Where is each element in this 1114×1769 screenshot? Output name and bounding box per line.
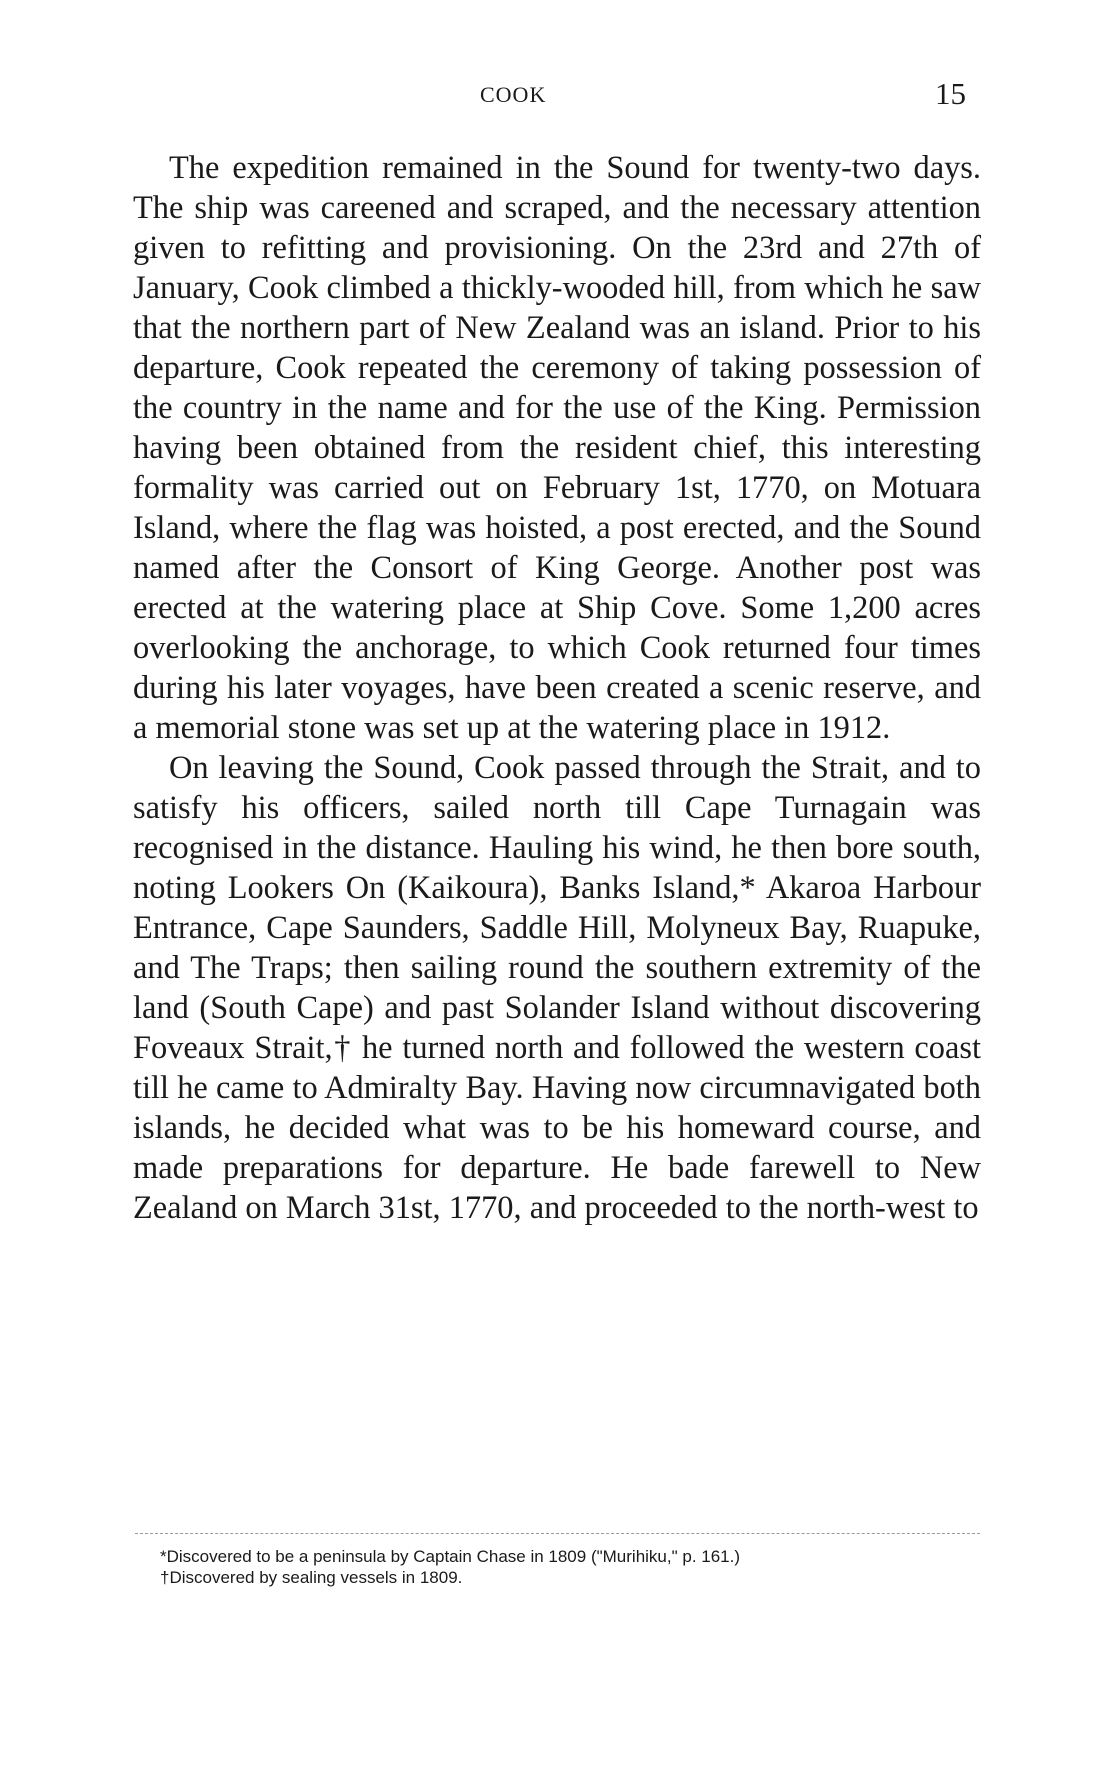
- footnote-rule: [135, 1533, 980, 1534]
- paragraph-2: On leaving the Sound, Cook passed through the Strait, and to satisfy his officers, sailed north till Cape Turnagain was recognised in the distance. Hauling his wind, he then bore south, noting Lookers On (Kaikoura), Banks Island,* Akaroa Harbour Entrance, Cape Saunders, Saddle Hill, Molyneux Bay, Ruapuke, and The Traps; then sailing round the southern extremity of the land (South Cape) and past Solander Island without discovering Foveaux Strait,† he turned north and followed the western coast till he came to Admiralty Bay. Having now circumnavigated both islands, he decided what was to be his homeward course, and made preparations for departure. He bade farewell to New Zealand on March 31st, 1770, and proceeded to the north-west to: [133, 750, 981, 1226]
- body-text: [133, 148, 981, 1228]
- footnote-2: †Discovered by sealing vessels in 1809.: [160, 1568, 463, 1587]
- paragraph-1: The expedition remained in the Sound for twenty-two days. The ship was careened and scraped, and the necessary attention given to refitting and provisioning. On the 23rd and 27th of January, Cook climbed a thickly-wooded hill, from which he saw that the northern part of New Zealand was an island. Prior to his departure, Cook repeated the ceremony of taking possession of the country in the name and for the use of the King. Permission having been obtained from the resident chief, this interesting formality was carried out on February 1st, 1770, on Motuara Island, where the flag was hoisted, a post erected, and the Sound named after the Consort of King George. Another post was erected at the watering place at Ship Cove. Some 1,200 acres overlooking the anchorage, to which Cook returned four times during his later voyages, have been created a scenic reserve, and a memorial stone was set up at the watering place in 1912.: [133, 150, 981, 746]
- footnotes: [160, 1546, 980, 1588]
- running-head: [0, 76, 1114, 112]
- page-number: 15: [935, 76, 966, 111]
- footnote-1: *Discovered to be a peninsula by Captain Chase in 1809 ("Murihiku," p. 161.): [160, 1547, 741, 1566]
- running-title: COOK: [480, 82, 547, 107]
